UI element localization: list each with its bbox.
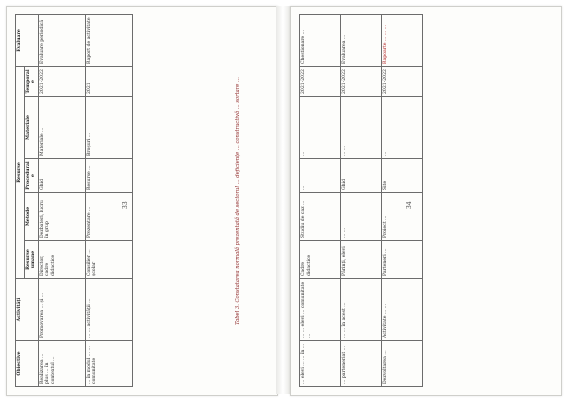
table-cell: 2021-2022 bbox=[38, 66, 85, 96]
table-title: Tabel 3. Constatarea normală prezentată de sectorul ... deficiențe ... constructivă ... sortare ... bbox=[235, 77, 241, 325]
table-cell: ... bbox=[382, 97, 423, 159]
table-cell: Activitate ... ... bbox=[382, 279, 423, 341]
col-header: Resurse umane bbox=[24, 241, 38, 279]
table-cell: Ghid bbox=[341, 159, 382, 193]
table-cell: Proiect ... bbox=[382, 193, 423, 241]
table-cell: ... parteneriat ... bbox=[341, 341, 382, 387]
page-number: 33 bbox=[122, 201, 129, 209]
table-cell: ... ... în acest ... bbox=[341, 279, 382, 341]
table-cell: Site bbox=[382, 159, 423, 193]
right-page-content bbox=[291, 7, 561, 395]
table-cell: ... bbox=[300, 159, 341, 193]
activity-table-right bbox=[299, 14, 423, 387]
table-cell: Studiu de caz ... bbox=[300, 193, 341, 241]
table-cell: 2021-2022 bbox=[300, 67, 341, 97]
table-cell: ... în modul ... ... comunitate bbox=[85, 341, 132, 387]
table-cell: ... ... bbox=[341, 193, 382, 241]
table-cell: Parteneri ... bbox=[382, 241, 423, 279]
table-cell: Resurse ... bbox=[85, 159, 132, 193]
table-cell: Director, cadre didactice bbox=[38, 241, 85, 279]
book-gutter bbox=[276, 6, 290, 394]
table-row bbox=[382, 15, 423, 387]
table-cell: Părinți, elevi bbox=[341, 241, 382, 279]
activity-table-left bbox=[15, 14, 133, 387]
left-page bbox=[6, 6, 278, 396]
table-cell: 2021-2022 bbox=[341, 67, 382, 97]
table-cell: Prezentare ... bbox=[85, 193, 132, 241]
col-header: Temporale bbox=[24, 66, 38, 96]
col-header: Obiective bbox=[16, 341, 39, 387]
table-cell: Rapoarte ... ... ... bbox=[382, 15, 423, 67]
group-header: Resurse bbox=[16, 66, 25, 278]
table-cell: ... elevi ... ... în ... bbox=[300, 341, 341, 387]
col-header: Metode bbox=[24, 193, 38, 241]
col-header: Activități bbox=[16, 279, 39, 341]
table-row bbox=[341, 15, 382, 387]
table-cell: Raport de activitate bbox=[85, 14, 132, 66]
table-cell: Promovarea ... și ... bbox=[38, 279, 85, 341]
table-cell: Broșuri ... bbox=[85, 97, 132, 159]
table-cell: Dezvoltarea ... bbox=[382, 341, 423, 387]
table-cell: ... ... elevi ... comunitate ... bbox=[300, 279, 341, 341]
right-page bbox=[290, 6, 562, 396]
table-cell: Realizarea ... plus ... în contextul ... bbox=[38, 341, 85, 387]
left-page-content bbox=[7, 7, 277, 395]
table-cell: Cadre didactice bbox=[300, 241, 341, 279]
table-cell: ... ... bbox=[341, 97, 382, 159]
table-cell: Materiale ... bbox=[38, 97, 85, 159]
table-cell: Evaluarea ... bbox=[341, 15, 382, 67]
table-cell: Consilier ... școlar bbox=[85, 241, 132, 279]
table-cell: 2021 bbox=[85, 66, 132, 96]
table-cell: Chestionare ... bbox=[300, 15, 341, 67]
table-cell: Evaluare periodică bbox=[38, 14, 85, 66]
table-cell: 2021-2022 bbox=[382, 67, 423, 97]
page-number: 34 bbox=[406, 201, 413, 209]
col-header: Evaluare bbox=[16, 14, 39, 66]
table-cell: Dezbateri, lucru în grup bbox=[38, 193, 85, 241]
table-row bbox=[300, 15, 341, 387]
table-cell: Ghid bbox=[38, 159, 85, 193]
table-row bbox=[38, 14, 85, 386]
col-header: Procedurale bbox=[24, 159, 38, 193]
table-cell: ... ... activității ... bbox=[85, 279, 132, 341]
table-cell: ... bbox=[300, 97, 341, 159]
col-header: Materiale bbox=[24, 97, 38, 159]
